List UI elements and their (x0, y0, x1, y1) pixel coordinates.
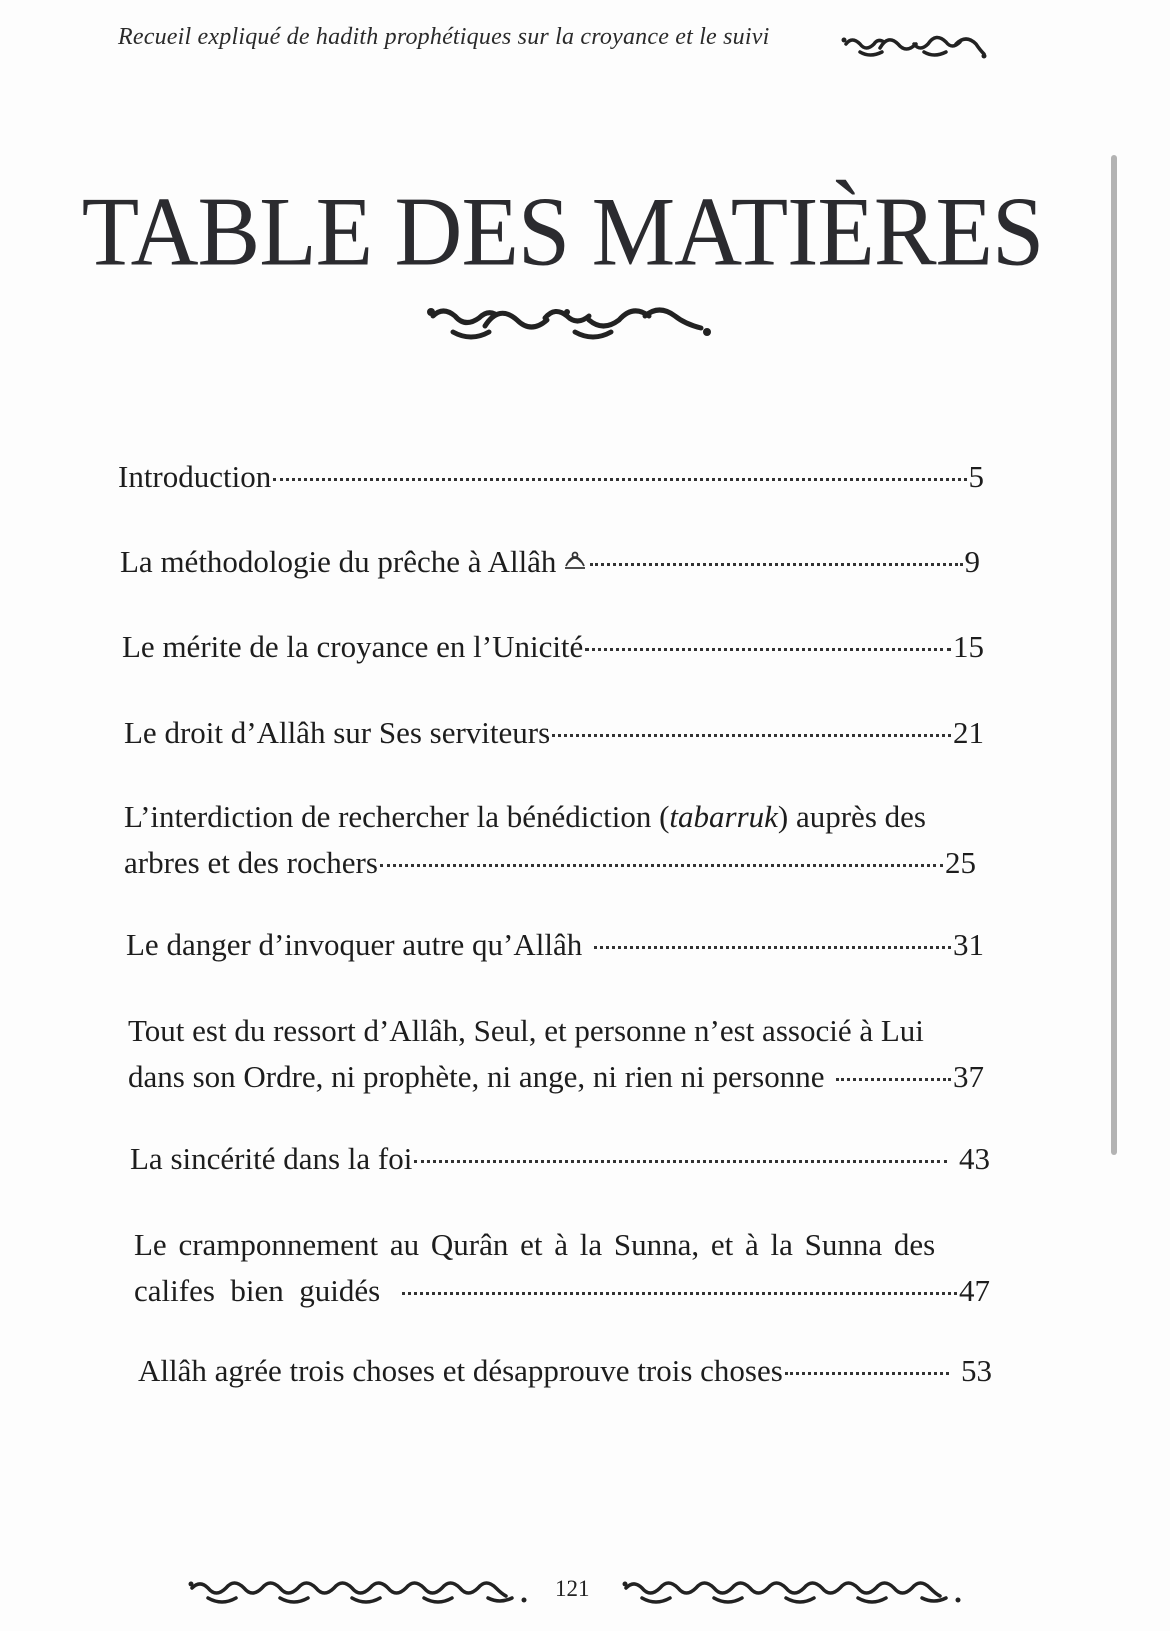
dot-leader (836, 1078, 951, 1081)
toc-entry-label-line2: dans son Ordre, ni prophète, ni ange, ni rien ni personne (128, 1059, 825, 1094)
toc-entry-label: Introduction (118, 459, 272, 494)
dot-leader (785, 1372, 949, 1375)
dot-leader (273, 478, 966, 481)
toc-entry-droit[interactable] (124, 710, 984, 756)
footer-ornament-icon (188, 1578, 528, 1608)
honorific-symbol-icon (562, 539, 588, 565)
toc-entry-label: L’interdiction de rechercher la bénédiction ( (124, 799, 670, 834)
toc-entry-label: La sincérité dans la foi (130, 1141, 413, 1176)
toc-entry-sincerite[interactable] (130, 1136, 990, 1182)
dot-leader (585, 648, 951, 651)
toc-page-number: 53 (961, 1353, 992, 1388)
dot-leader (594, 946, 951, 949)
toc-entry-interdiction[interactable] (124, 794, 988, 886)
toc-entry-introduction[interactable] (118, 454, 984, 500)
scrollbar[interactable] (1111, 155, 1117, 1155)
toc-entry-label: Le droit d’Allâh sur Ses serviteurs (124, 715, 551, 750)
footer-ornament-icon (622, 1578, 962, 1608)
toc-entry-ressort[interactable] (128, 1008, 992, 1100)
toc-page-number: 25 (945, 845, 976, 880)
page-title: TABLE DES MATIÈRES (81, 177, 1044, 287)
toc-entry-label: Le mérite de la croyance en l’Unicité (122, 629, 584, 664)
toc-entry-italic-term: tabarruk (669, 799, 778, 834)
header-ornament-icon (840, 30, 988, 62)
toc-page-number: 15 (953, 629, 984, 664)
toc-entry-label: Le cramponnement au Qurân et à la Sunna, et à la Sunna des (134, 1227, 936, 1262)
page-number: 121 (555, 1576, 590, 1601)
toc-entry-merite[interactable] (122, 624, 984, 670)
toc-page-number: 31 (953, 927, 984, 962)
dot-leader (414, 1160, 947, 1163)
toc-page-number: 21 (953, 715, 984, 750)
toc-page-number: 37 (953, 1059, 984, 1094)
toc-entry-label: La méthodologie du prêche à Allâh (120, 544, 557, 579)
toc-entry-label: Le danger d’invoquer autre qu’Allâh (126, 927, 583, 962)
running-header: Recueil expliqué de hadith prophétiques sur la croyance et le suivi (118, 24, 770, 50)
dot-leader (552, 734, 951, 737)
dot-leader (590, 563, 962, 566)
toc-entry-label-end: ) auprès des (777, 799, 926, 834)
toc-entry-label-line2: califes bien guidés (134, 1273, 381, 1308)
toc-page-number: 9 (964, 544, 980, 579)
toc-entry-label: Tout est du ressort d’Allâh, Seul, et personne n’est associé à Lui (128, 1013, 924, 1048)
toc-entry-label-line2: arbres et des rochers (124, 845, 378, 880)
dot-leader (380, 864, 943, 867)
toc-page-number: 43 (959, 1141, 990, 1176)
toc-entry-methodologie[interactable] (120, 539, 980, 585)
title-ornament-icon (425, 300, 715, 344)
toc-entry-agree[interactable] (138, 1348, 992, 1394)
toc-page-number: 47 (959, 1273, 990, 1308)
toc-entry-danger[interactable] (126, 922, 984, 968)
toc-entry-cramponnement[interactable] (134, 1222, 994, 1314)
toc-page-number: 5 (968, 459, 984, 494)
toc-entry-label: Allâh agrée trois choses et désapprouve trois choses (138, 1353, 783, 1388)
dot-leader (402, 1292, 957, 1295)
